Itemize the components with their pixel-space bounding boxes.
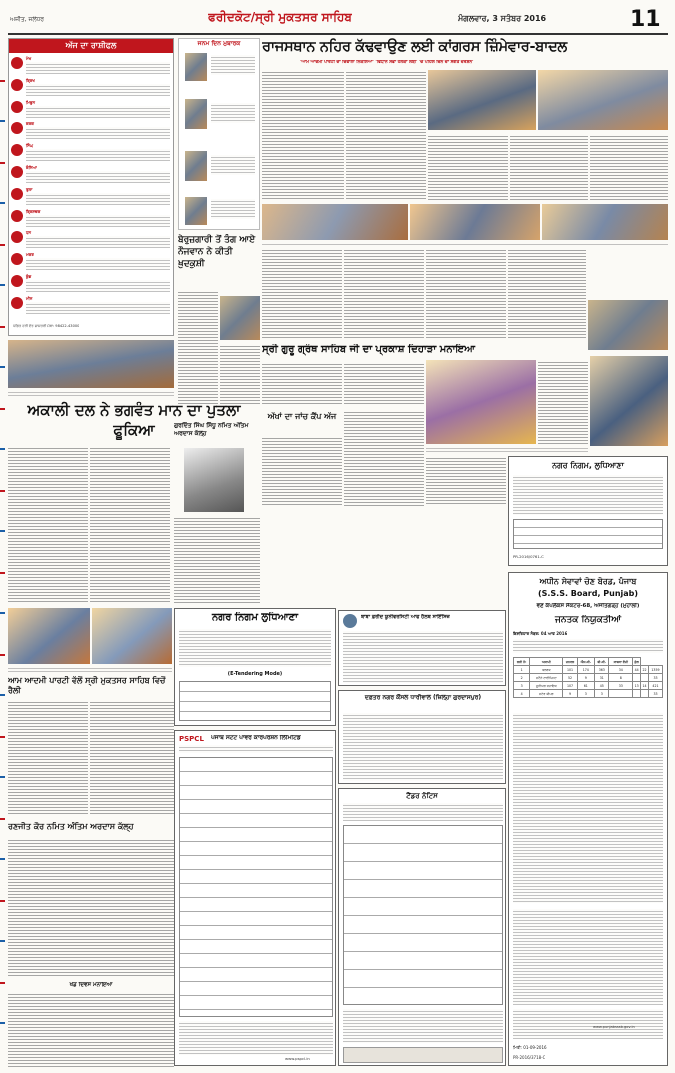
- lead-photo-caption: [262, 242, 668, 246]
- zodiac-text: [26, 215, 170, 227]
- horoscope-list: [11, 55, 171, 317]
- sssb-table-cell: 14: [642, 683, 647, 688]
- sssb-address: ਵਣ ਕੰਪਲੈਕਸ ਸੈਕਟਰ-68, ਅਜੀਤਗੜ੍ਹ (ਮੁਹਾਲੀ): [536, 603, 640, 609]
- zodiac-label: ਕੰਨਿਆ: [26, 165, 37, 170]
- sssb-table-cell: 4: [514, 690, 530, 698]
- aap-photo-1: [8, 608, 90, 664]
- tender-notice-ad: [338, 788, 506, 1066]
- sssb-table-cell: 45: [595, 682, 609, 690]
- unemployment-headline: ਬੇਰੁਜ਼ਗਾਰੀ ਤੋਂ ਤੰਗ ਆਏ ਨੌਜਵਾਨ ਨੇ ਕੀਤੀ ਖ਼ੁਦਕੁਸ਼ੀ: [178, 235, 256, 269]
- pspcl-notes: [179, 1021, 333, 1055]
- sssb-table-cell: 1: [514, 666, 530, 674]
- zodiac-icon: [11, 79, 23, 91]
- zodiac-text: [26, 258, 170, 270]
- birthday-photo-3: [185, 151, 207, 181]
- nagar-council-title: ਦਫ਼ਤਰ ਨਗਰ ਕੌਂਸਲ ਧਾਰੀਵਾਲ (ਜ਼ਿਲ੍ਹਾ ਗੁਰਦਾਸਪੁਰ): [364, 694, 482, 701]
- aap-rally-headline: ਆਮ ਆਦਮੀ ਪਾਰਟੀ ਵੱਲੋਂ ਸ੍ਰੀ ਮੁਕਤਸਰ ਸਾਹਿਬ ਵਿਚੋਂ ਰੈਲੀ: [8, 676, 166, 695]
- sssb-table-cell: 3: [577, 690, 594, 698]
- unemployment-body-2: [220, 344, 260, 406]
- university-logo: [343, 614, 357, 628]
- birthday-caption-1: [211, 55, 255, 75]
- university-title: ਬਾਬਾ ਫ਼ਰੀਦ ਯੂਨੀਵਰਸਿਟੀ ਆਫ ਹੈਲਥ ਸਾਇੰਸਿਜ਼: [361, 614, 450, 620]
- sssb-table-cell: 9: [577, 674, 594, 682]
- horoscope-item: [11, 99, 171, 120]
- sssb-table-header: ਜਨਰਲ: [563, 658, 577, 666]
- pspcl-logo: PSPCL: [179, 735, 204, 743]
- effigy-headline: ਅਕਾਲੀ ਦਲ ਨੇ ਭਗਵੰਤ ਮਾਨ ਦਾ ਪੁਤਲਾ ਫੂਕਿਆ: [27, 401, 241, 439]
- sssb-table-cell: 1359: [648, 666, 662, 674]
- sssb-table-cell: 44: [633, 666, 641, 674]
- sssb-table-cell: 34: [609, 666, 633, 674]
- effigy-body-2: [90, 446, 170, 604]
- pspcl-website: www.pspcl.in: [285, 1057, 310, 1061]
- zodiac-icon: [11, 231, 23, 243]
- birthday-title: ਜਨਮ ਦਿਨ ਮੁਬਾਰਕ: [197, 40, 241, 47]
- sssb-table-row: [514, 690, 663, 698]
- nagar-council-body: [343, 713, 503, 781]
- lead-photo-4: [410, 204, 540, 240]
- nagar-nigam-ad-right-body: [513, 475, 663, 515]
- sssb-table-cell: 9: [563, 690, 577, 698]
- etender-mode: (E-Tendering Mode): [227, 671, 283, 677]
- bottom-small-headline: ਖੇਡ ਦਿਵਸ ਮਨਾਇਆ: [69, 982, 113, 988]
- horoscope-item: [11, 55, 171, 76]
- lead-continued-3: [426, 248, 506, 340]
- antim-ardas-body: [8, 838, 174, 978]
- sssb-table-cell: 13: [633, 682, 641, 690]
- lead-body-1: [262, 70, 344, 200]
- obituary-headline: ਗੁਰਦਿੱਤ ਸਿੰਘ ਸਿੱਧੂ ਨਮਿਤ ਅੰਤਿਮ ਅਰਦਾਸ ਕੱਲ੍ਹ: [174, 422, 249, 437]
- sssb-closing: [513, 1009, 663, 1039]
- horoscope-item: [11, 120, 171, 141]
- birthday-caption-3: [211, 155, 255, 175]
- birthday-photo-2: [185, 99, 207, 129]
- horoscope-box: [8, 38, 174, 336]
- aap-rally-body-2: [90, 700, 174, 816]
- horoscope-item: [11, 186, 171, 207]
- zodiac-text: [26, 171, 170, 183]
- sssb-table-cell: 3: [595, 690, 609, 698]
- bottom-small-body: [8, 992, 174, 1068]
- sssb-table-cell: 107: [563, 682, 577, 690]
- zodiac-icon: [11, 210, 23, 222]
- sssb-ad: [508, 572, 668, 1066]
- birthday-box: [178, 38, 260, 230]
- horoscope-item: [11, 229, 171, 250]
- lead-photo-2: [538, 70, 668, 130]
- sssb-table-cell: 3: [514, 682, 530, 690]
- etender-title: ਨਗਰ ਨਿਗਮ ਲੁਧਿਆਣਾ: [212, 612, 298, 623]
- horoscope-item: [11, 142, 171, 163]
- birthday-photo-4: [185, 197, 207, 225]
- zodiac-text: [26, 193, 170, 205]
- sssb-table-cell: ਜੂਨੀਅਰ ਸਹਾਇਕ: [530, 682, 563, 690]
- lead-body-2: [346, 70, 426, 200]
- unemployment-body: [178, 290, 218, 406]
- aap-rally-body-1: [8, 700, 88, 816]
- aap-photo-caption: [8, 666, 172, 672]
- zodiac-label: ਕਰਕ: [26, 121, 34, 127]
- mid-body-col: [344, 410, 424, 506]
- pr-code-2: PR-2016/3718-C: [513, 1055, 546, 1060]
- sssb-table-cell: [641, 674, 649, 682]
- sssb-table-cell: ਸਟੈਨੋ ਟਾਈਪਿਸਟ: [530, 674, 563, 682]
- sssb-table-row: [514, 666, 663, 674]
- zodiac-icon: [11, 188, 23, 200]
- event-photo-right: [588, 300, 668, 350]
- nagar-nigam-ad-right: [508, 456, 668, 566]
- sssb-body-text: [513, 713, 663, 903]
- zodiac-icon: [11, 166, 23, 178]
- sssb-table-cell: [641, 690, 649, 698]
- sssb-english-text: [513, 909, 663, 1005]
- sssb-table-row: [514, 682, 663, 690]
- zodiac-text: [26, 106, 170, 118]
- horoscope-item: [11, 208, 171, 229]
- tender-notice-body: [343, 803, 503, 821]
- nagar-nigam-ad-right-title: ਨਗਰ ਨਿਗਮ, ਲੁਧਿਆਣਾ: [552, 461, 624, 470]
- tender-notice-notes: [343, 1009, 503, 1043]
- lead-body-5: [590, 134, 668, 202]
- university-body: [343, 631, 503, 683]
- zodiac-label: ਮੇਖ: [26, 56, 32, 61]
- masthead-date: ਮੰਗਲਵਾਰ, 3 ਸਤੰਬਰ 2016: [458, 14, 547, 23]
- sssb-table-cell: 2: [514, 674, 530, 682]
- zodiac-label: ਮਕਰ: [26, 252, 34, 258]
- lead-photo-3: [262, 204, 408, 240]
- eye-camp-body: [262, 436, 342, 506]
- zodiac-label: ਸਿੰਘ: [26, 143, 33, 149]
- zodiac-label: ਬ੍ਰਿਸ਼ਚਕ: [26, 208, 41, 214]
- sssb-table-cell: [633, 690, 641, 698]
- sssb-table-cell: [633, 674, 641, 682]
- lead-body-4: [510, 134, 588, 202]
- lead-continued-4: [508, 248, 586, 340]
- tender-notice-table: [343, 825, 503, 1005]
- zodiac-text: [26, 62, 170, 74]
- lead-continued-2: [344, 248, 424, 340]
- sssb-table-cell: 8: [609, 674, 633, 682]
- masthead: [8, 6, 668, 36]
- zodiac-text: [26, 302, 170, 314]
- sssb-website: www.punjabsssb.gov.in: [593, 1025, 635, 1029]
- lead-photo-1: [428, 70, 536, 130]
- page-number: 11: [630, 7, 661, 32]
- zodiac-label: ਮੀਨ: [26, 295, 33, 301]
- horoscope-footer: ਪੰਡਿਤ ਹਰੀ ਦੱਤ ਸ਼ਾਸਤਰੀ ਮੋਬਾ: 98422-43000: [13, 324, 80, 328]
- sssb-date: ਮਿਤੀ: 01-09-2016: [513, 1045, 547, 1050]
- sssb-table-header: ਕੁੱਲ: [634, 659, 639, 664]
- birthday-photo-1: [185, 53, 207, 81]
- lead-headline: ਰਾਜਸਥਾਨ ਨਹਿਰ ਕੱਢਵਾਉਣ ਲਈ ਕਾਂਗਰਸ ਜ਼ਿੰਮੇਵਾਰ-ਬਾਦਲ: [262, 39, 567, 55]
- lead-photo-5: [542, 204, 668, 240]
- sssb-intro: [513, 639, 663, 653]
- horoscope-item: [11, 295, 171, 316]
- sssb-table-header: ਬੀ.ਸੀ.: [595, 658, 609, 666]
- birthday-caption-4: [211, 199, 255, 219]
- unemployment-photo: [220, 296, 260, 340]
- sssb-title: ਅਧੀਨ ਸੇਵਾਵਾਂ ਚੋਣ ਬੋਰਡ, ਪੰਜਾਬ: [539, 577, 637, 586]
- sssb-table-cell: [609, 690, 633, 698]
- zodiac-icon: [11, 144, 23, 156]
- sssb-table-cell: 101: [563, 666, 577, 674]
- sssb-table-cell: 174: [577, 666, 594, 674]
- guru-granth-body-1: [262, 362, 342, 406]
- horoscope-item: [11, 273, 171, 294]
- zodiac-label: ਧਨ: [26, 230, 32, 236]
- zodiac-text: [26, 127, 170, 139]
- section-title: ਫਰੀਦਕੋਟ/ਸ੍ਰੀ ਮੁਕਤਸਰ ਸਾਹਿਬ: [208, 10, 352, 24]
- zodiac-text: [26, 236, 170, 248]
- zodiac-label: ਕੁੰਭ: [26, 274, 32, 279]
- horoscope-item: [11, 251, 171, 272]
- zodiac-icon: [11, 57, 23, 69]
- zodiac-text: [26, 84, 170, 96]
- zodiac-text: [26, 149, 170, 161]
- lead-subhead: 'ਆਮ ਆਦਮੀ ਪਾਰਟੀ ਦਾ ਦਿਵਾਲਾ ਨਿਕਲਿਆ' 'ਵਿਧਾਨ ਸਭਾ ਹਲਕਾ ਲੰਬੀ' 'ਚ ਪਹਿਲੇ ਦਿਨ ਦਾ ਸੰਗਤ ਦਰਸ਼ਨ': [300, 60, 474, 65]
- sssb-table-cell: 61: [577, 682, 594, 690]
- zodiac-label: ਮਿਥੁਨ: [26, 99, 35, 105]
- obituary-photo: [184, 448, 244, 512]
- pspcl-table: [179, 757, 333, 1017]
- pspcl-ad: [174, 730, 336, 1066]
- sssb-table-cell: 33: [609, 682, 633, 690]
- sssb-table-cell: 421: [648, 682, 662, 690]
- sssb-table-cell: ਕਲਰਕ: [530, 666, 563, 674]
- mid-body-col-2: [426, 456, 506, 506]
- effigy-photo-left: [8, 340, 174, 388]
- sssb-table-row: [514, 674, 663, 682]
- obituary-body: [174, 516, 260, 604]
- masthead-rule: [8, 33, 668, 35]
- sssb-table-cell: 31: [595, 674, 609, 682]
- nagar-nigam-ad-table: [513, 519, 663, 549]
- sssb-subtitle: ਜਨਤਕ ਨਿਯੁਕਤੀਆਂ: [554, 615, 622, 625]
- masthead-left-label: ਅਜੀਤ, ਜਲੰਧਰ: [10, 16, 45, 23]
- lead-body-3: [428, 134, 508, 202]
- portrait-photo-right: [590, 356, 668, 446]
- zodiac-icon: [11, 122, 23, 134]
- sssb-table-cell: 363: [595, 666, 609, 674]
- lead-continued: [262, 248, 342, 340]
- horoscope-item: [11, 164, 171, 185]
- guru-granth-photo: [426, 360, 536, 444]
- sssb-table-cell: ਸਟੋਰ ਕੀਪਰ: [530, 690, 563, 698]
- guru-granth-body-2: [344, 362, 424, 406]
- sssb-table-header: ਅਸਾਮੀ: [530, 658, 563, 666]
- antim-ardas-headline: ਰਣਜੀਤ ਕੌਰ ਨਮਿਤ ਅੰਤਿਮ ਅਰਦਾਸ ਕੱਲ੍ਹ: [8, 822, 134, 831]
- sssb-table: [513, 657, 663, 698]
- tender-notice-title: ਟੈਂਡਰ ਨੋਟਿਸ: [406, 792, 438, 800]
- etender-table: [179, 681, 331, 721]
- etender-ad: [174, 608, 336, 726]
- sssb-advt-no: ਇਸ਼ਤਿਹਾਰ ਨੰਬਰ: 04 ਆਫ 2016: [513, 631, 568, 636]
- horoscope-item: [11, 77, 171, 98]
- guru-granth-body-3: [538, 360, 588, 444]
- zodiac-label: ਬ੍ਰਿਖ: [26, 77, 35, 83]
- margin-marks: [0, 40, 5, 1060]
- nagar-council-ad: [338, 690, 506, 784]
- zodiac-label: ਤੁਲਾ: [26, 186, 33, 192]
- sssb-table-header: ਸਾਬਕਾ ਫੌਜੀ: [609, 658, 633, 666]
- sssb-table-header: ਐਸ.ਸੀ.: [577, 658, 594, 666]
- zodiac-icon: [11, 297, 23, 309]
- effigy-photo-caption: [8, 390, 174, 396]
- tender-notice-footer: [343, 1047, 503, 1063]
- birthday-caption-2: [211, 103, 255, 123]
- sssb-title-en: (S.S.S. Board, Punjab): [537, 589, 639, 598]
- effigy-body-1: [8, 446, 88, 604]
- pspcl-address: [179, 745, 333, 753]
- zodiac-text: [26, 280, 170, 292]
- aap-photo-2: [92, 608, 172, 664]
- pspcl-title: ਪੰਜਾਬ ਸਟੇਟ ਪਾਵਰ ਕਾਰਪੋਰੇਸ਼ਨ ਲਿਮਿਟਿਡ: [211, 735, 301, 741]
- sssb-table-cell: 33: [648, 690, 662, 698]
- sssb-table-header: ਲੜੀ ਨੰ:: [514, 658, 530, 666]
- sssb-table-cell: 22: [642, 667, 647, 672]
- horoscope-title: ਅੱਜ ਦਾ ਰਾਸ਼ੀਫਲ: [9, 39, 173, 53]
- pr-code-1: PR-2016/0761-C: [513, 555, 544, 559]
- etender-body: [179, 629, 331, 667]
- sssb-table-cell: 33: [648, 674, 662, 682]
- zodiac-icon: [11, 101, 23, 113]
- university-ad: [338, 610, 506, 686]
- guru-photo-caption: [426, 446, 588, 452]
- zodiac-icon: [11, 275, 23, 287]
- zodiac-icon: [11, 253, 23, 265]
- eye-camp-headline: ਅੱਖਾਂ ਦਾ ਜਾਂਚ ਕੈਂਪ ਅੱਜ: [267, 412, 337, 421]
- sssb-table-cell: 52: [563, 674, 577, 682]
- guru-granth-headline: ਸ੍ਰੀ ਗੁਰੂ ਗ੍ਰੰਥ ਸਾਹਿਬ ਜੀ ਦਾ ਪ੍ਰਕਾਸ਼ ਦਿਹਾੜਾ ਮਨਾਇਆ: [262, 344, 476, 355]
